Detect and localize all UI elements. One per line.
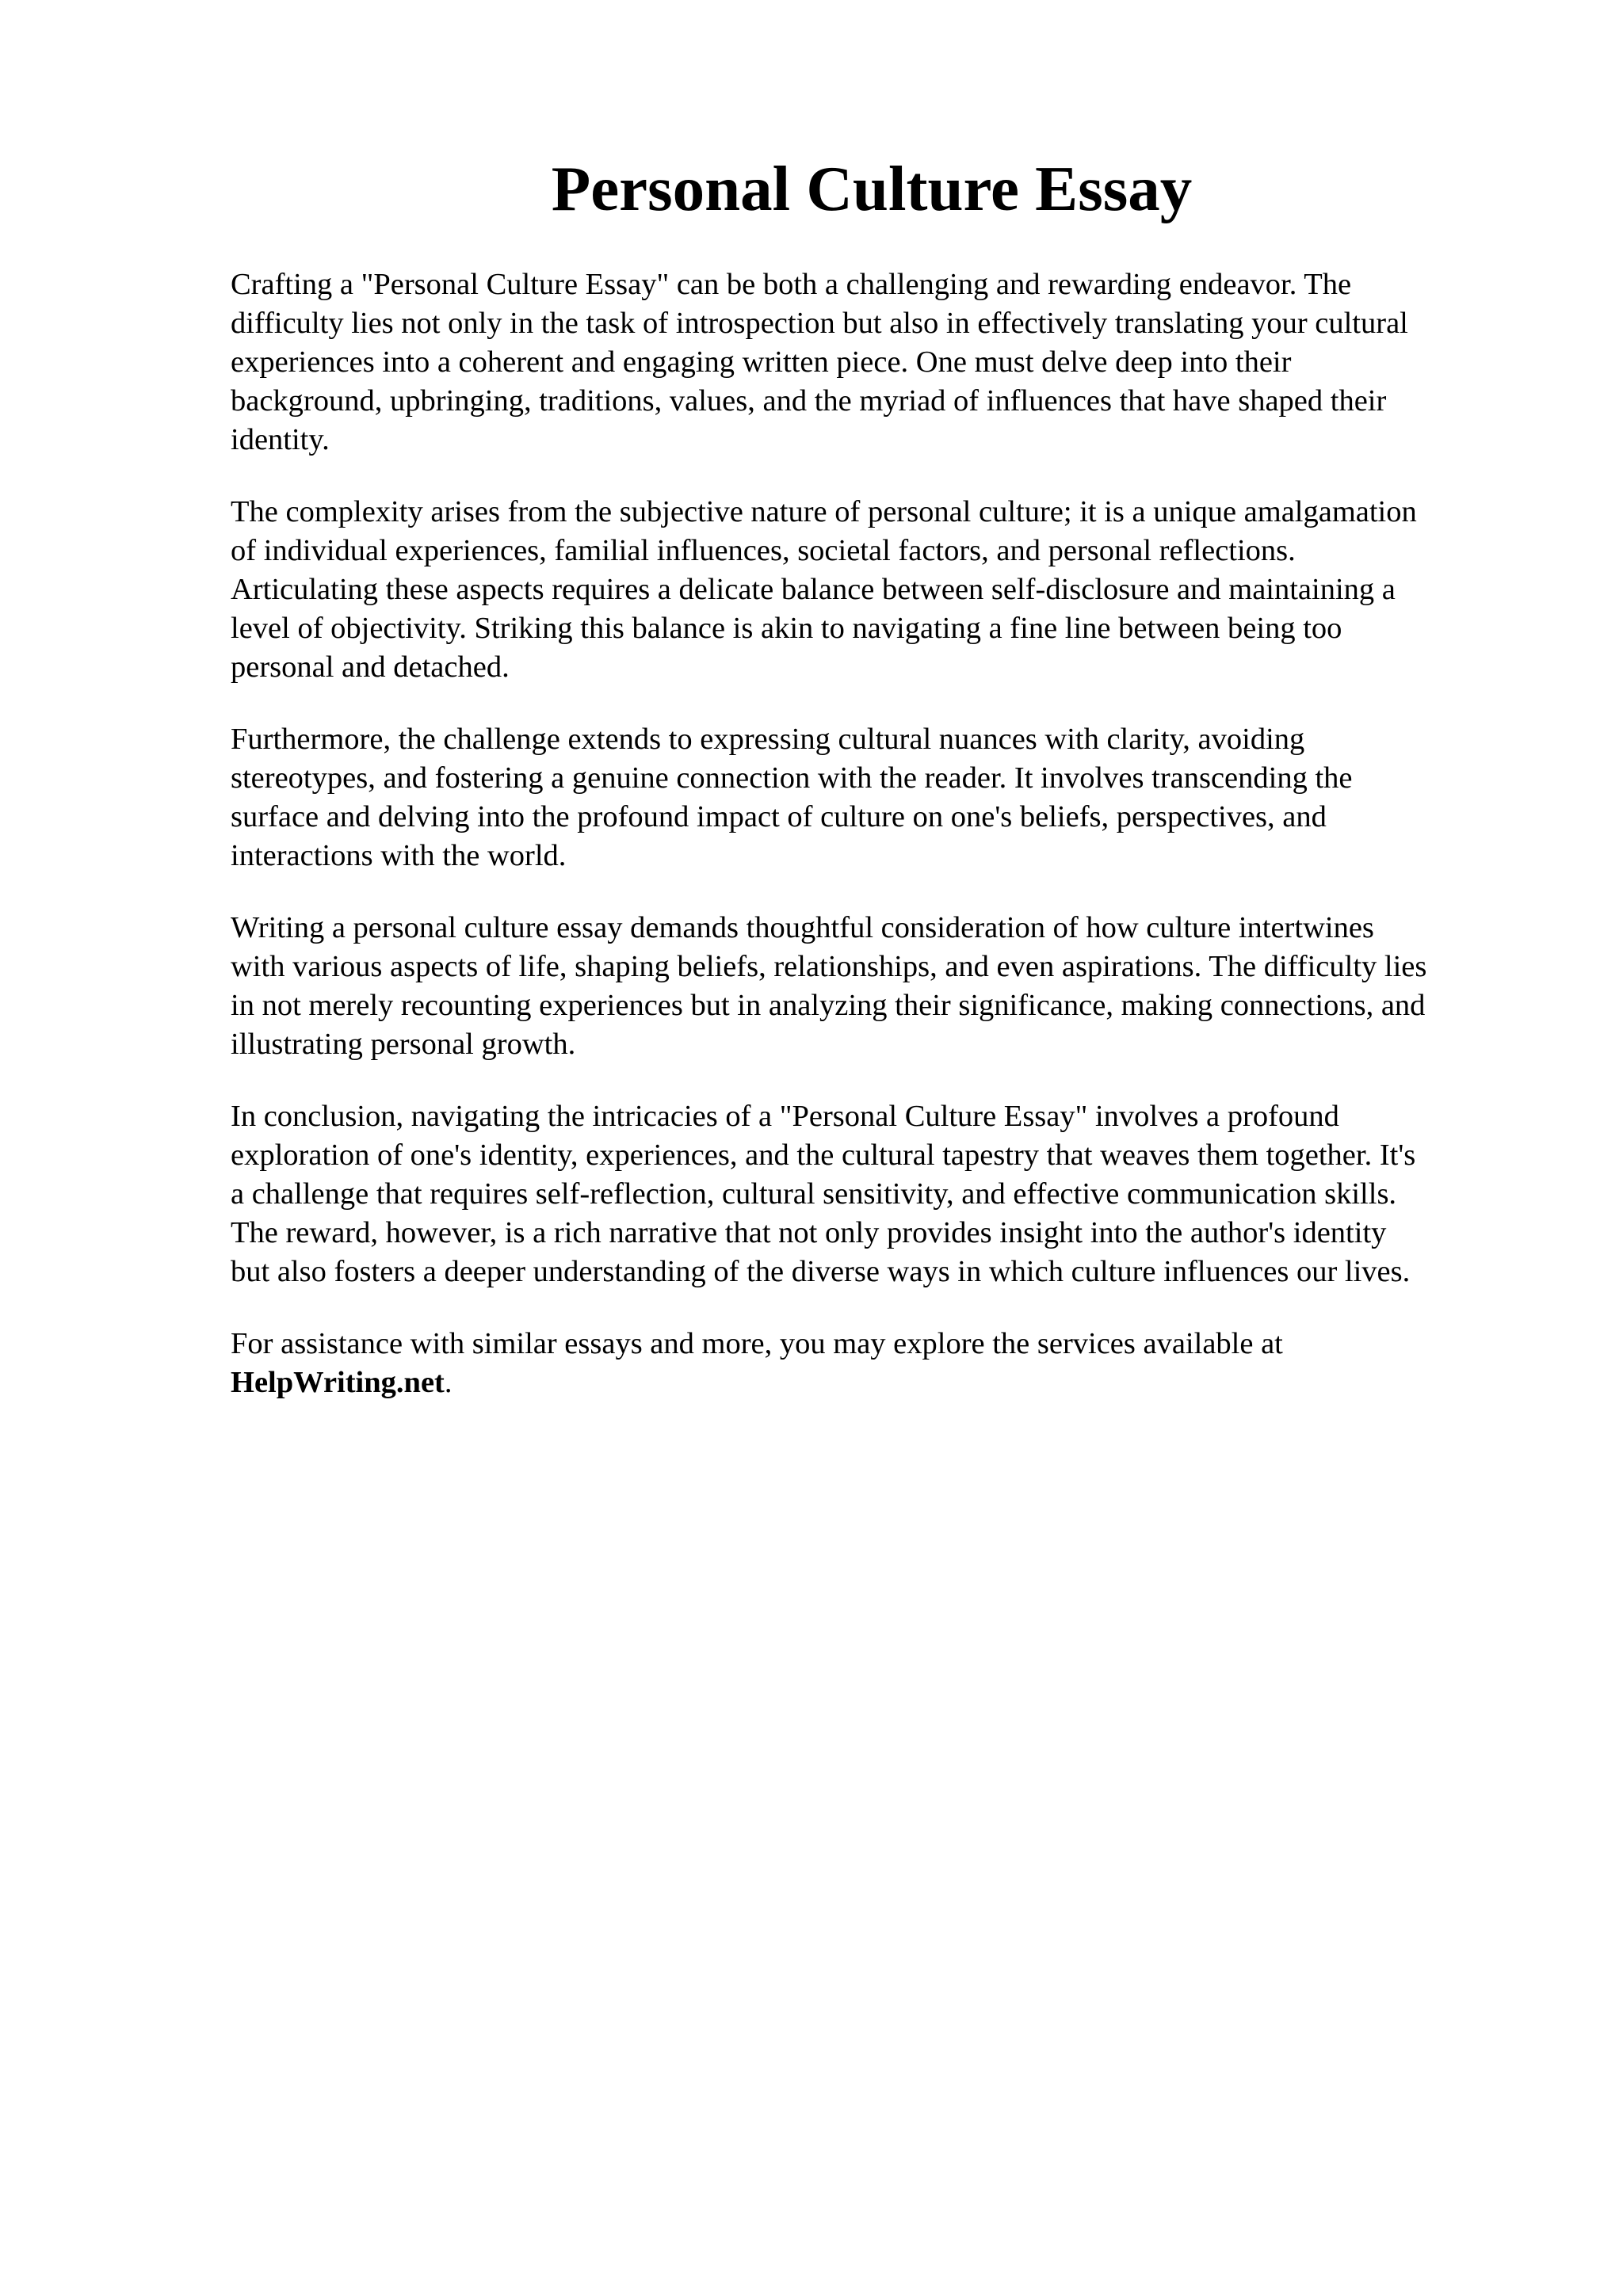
paragraph-line: In conclusion, navigating the intricacies of a "Personal Culture Essay" involves a profound [231,1100,1339,1133]
paragraph-line: a challenge that requires self-reflection, cultural sensitivity, and effective communication skills. [231,1177,1397,1211]
closing-paragraph [231,1325,1522,1402]
closing-link-line [231,1363,1522,1402]
paragraph-line: difficulty lies not only in the task of introspection but also in effectively translating your cultural [231,307,1408,340]
paragraph-1 [231,265,1522,460]
paragraph-line: in not merely recounting experiences but in analyzing their significance, making connections, and [231,989,1426,1022]
paragraph-line: stereotypes, and fostering a genuine connection with the reader. It involves transcending the [231,761,1353,795]
paragraph-line: Crafting a "Personal Culture Essay" can be both a challenging and rewarding endeavor. The [231,268,1352,301]
paragraph-line: Articulating these aspects requires a delicate balance between self-disclosure and maintaining a [231,573,1396,606]
paragraph-2 [231,493,1522,687]
document-title: Personal Culture Essay [551,153,1193,224]
paragraph-line: exploration of one's identity, experiences, and the cultural tapestry that weaves them together. It's [231,1138,1416,1172]
closing-period: . [444,1366,453,1399]
paragraph-line: experiences into a coherent and engaging written piece. One must delve deep into their [231,345,1292,379]
paragraph-5 [231,1097,1522,1291]
paragraph-3 [231,720,1522,875]
helpwriting-link[interactable]: HelpWriting.net [231,1366,445,1399]
paragraph-line: personal and detached. [231,650,510,684]
paragraph-line: background, upbringing, traditions, values, and the myriad of influences that have shaped their [231,384,1387,418]
document-body [231,265,1522,1436]
paragraph-line: level of objectivity. Striking this balance is akin to navigating a fine line between being too [231,612,1342,645]
paragraph-line: The reward, however, is a rich narrative that not only provides insight into the author's identity [231,1216,1387,1249]
paragraph-line: but also fosters a deeper understanding of the diverse ways in which culture influences our lives. [231,1255,1411,1288]
paragraph-line: of individual experiences, familial influences, societal factors, and personal reflections. [231,534,1296,567]
paragraph-line: The complexity arises from the subjective nature of personal culture; it is a unique amalgamation [231,495,1417,528]
paragraph-line: illustrating personal growth. [231,1028,576,1061]
paragraph-line: interactions with the world. [231,839,567,872]
paragraph-line: with various aspects of life, shaping beliefs, relationships, and even aspirations. The difficulty lies [231,950,1427,983]
paragraph-line: identity. [231,423,330,456]
paragraph-4 [231,909,1522,1064]
paragraph-line: Writing a personal culture essay demands thoughtful consideration of how culture intertwines [231,911,1374,944]
paragraph-line: Furthermore, the challenge extends to expressing cultural nuances with clarity, avoiding [231,723,1305,756]
paragraph-line: surface and delving into the profound impact of culture on one's beliefs, perspectives, and [231,800,1327,833]
closing-line: For assistance with similar essays and more, you may explore the services available at [231,1327,1283,1360]
